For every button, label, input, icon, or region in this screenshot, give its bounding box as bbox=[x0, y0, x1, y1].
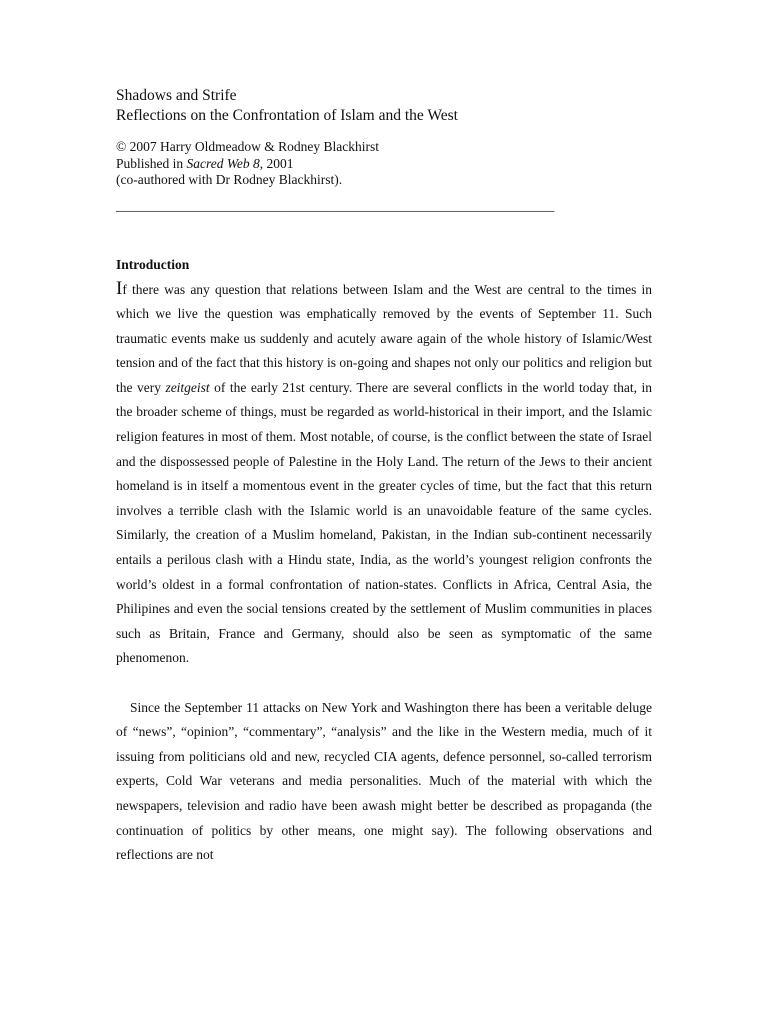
coauthor-note: (co-authored with Dr Rodney Blackhirst). bbox=[116, 172, 343, 187]
drop-cap: I bbox=[116, 277, 123, 299]
published-suffix: , 2001 bbox=[259, 155, 294, 171]
journal-name: Sacred Web 8 bbox=[186, 155, 260, 171]
publication-info bbox=[116, 139, 652, 189]
published-prefix: Published in bbox=[116, 155, 187, 171]
separator-line: ________________________________________________________________ bbox=[116, 197, 555, 213]
section-heading-introduction: Introduction bbox=[116, 256, 190, 272]
document-page bbox=[116, 86, 652, 868]
paragraph-1-text-b: of the early 21st century. There are several conflicts in the world today that, in the broader scheme of things, must be regarded as world-historical in their import, and the Islamic religion features in most of them. Most notable, of course, is the conflict between the state of Israel and the dispossessed people of Palestine in the Holy Land. The return of the Jews to their ancient homeland is in itself a momentous event in the greater cycles of time, but the fact that this return involves a terrible clash with the Islamic world is an unavoidable feature of the same cycles. Similarly, the creation of a Muslim homeland, Pakistan, in the Indian sub-continent necessarily entails a perilous clash with a Hindu state, India, as the world’s youngest religion confronts the world’s oldest in a formal confrontation of nation-states. Conflicts in Africa, Central Asia, the Philipines and even the social tensions created by the settlement of Muslim communities in places such as Britain, France and Germany, should also be seen as symptomatic of the same phenomenon. bbox=[116, 379, 652, 666]
paragraph-1-text-a: f there was any question that relations between Islam and the West are central to the times in which we live the question was emphatically removed by the events of September 11. Such traumatic events make us suddenly and acutely aware again of the whole history of Islamic/West tension and of the fact that this history is on-going and shapes not only our politics and religion but the very bbox=[116, 281, 652, 395]
paragraph-1 bbox=[116, 277, 652, 672]
paragraph-1-italic: zeitgeist bbox=[165, 379, 210, 395]
paragraph-2: Since the September 11 attacks on New York and Washington there has been a veritable deluge of “news”, “opinion”, “commentary”, “analysis” and the like in the Western media, much of it issuing from politicians old and new, recycled CIA agents, defence personnel, so-called terrorism experts, Cold War veterans and media personalities. Much of the material with which the newspapers, television and radio have been awash might better be described as propaganda (the continuation of politics by other means, one might say). The following observations and reflections are not bbox=[116, 699, 652, 863]
published-line bbox=[116, 156, 652, 173]
title-block bbox=[116, 86, 652, 126]
copyright-line: © 2007 Harry Oldmeadow & Rodney Blackhirst bbox=[116, 139, 379, 154]
document-title: Shadows and Strife bbox=[116, 87, 237, 104]
document-subtitle: Reflections on the Confrontation of Islam and the West bbox=[116, 107, 458, 124]
